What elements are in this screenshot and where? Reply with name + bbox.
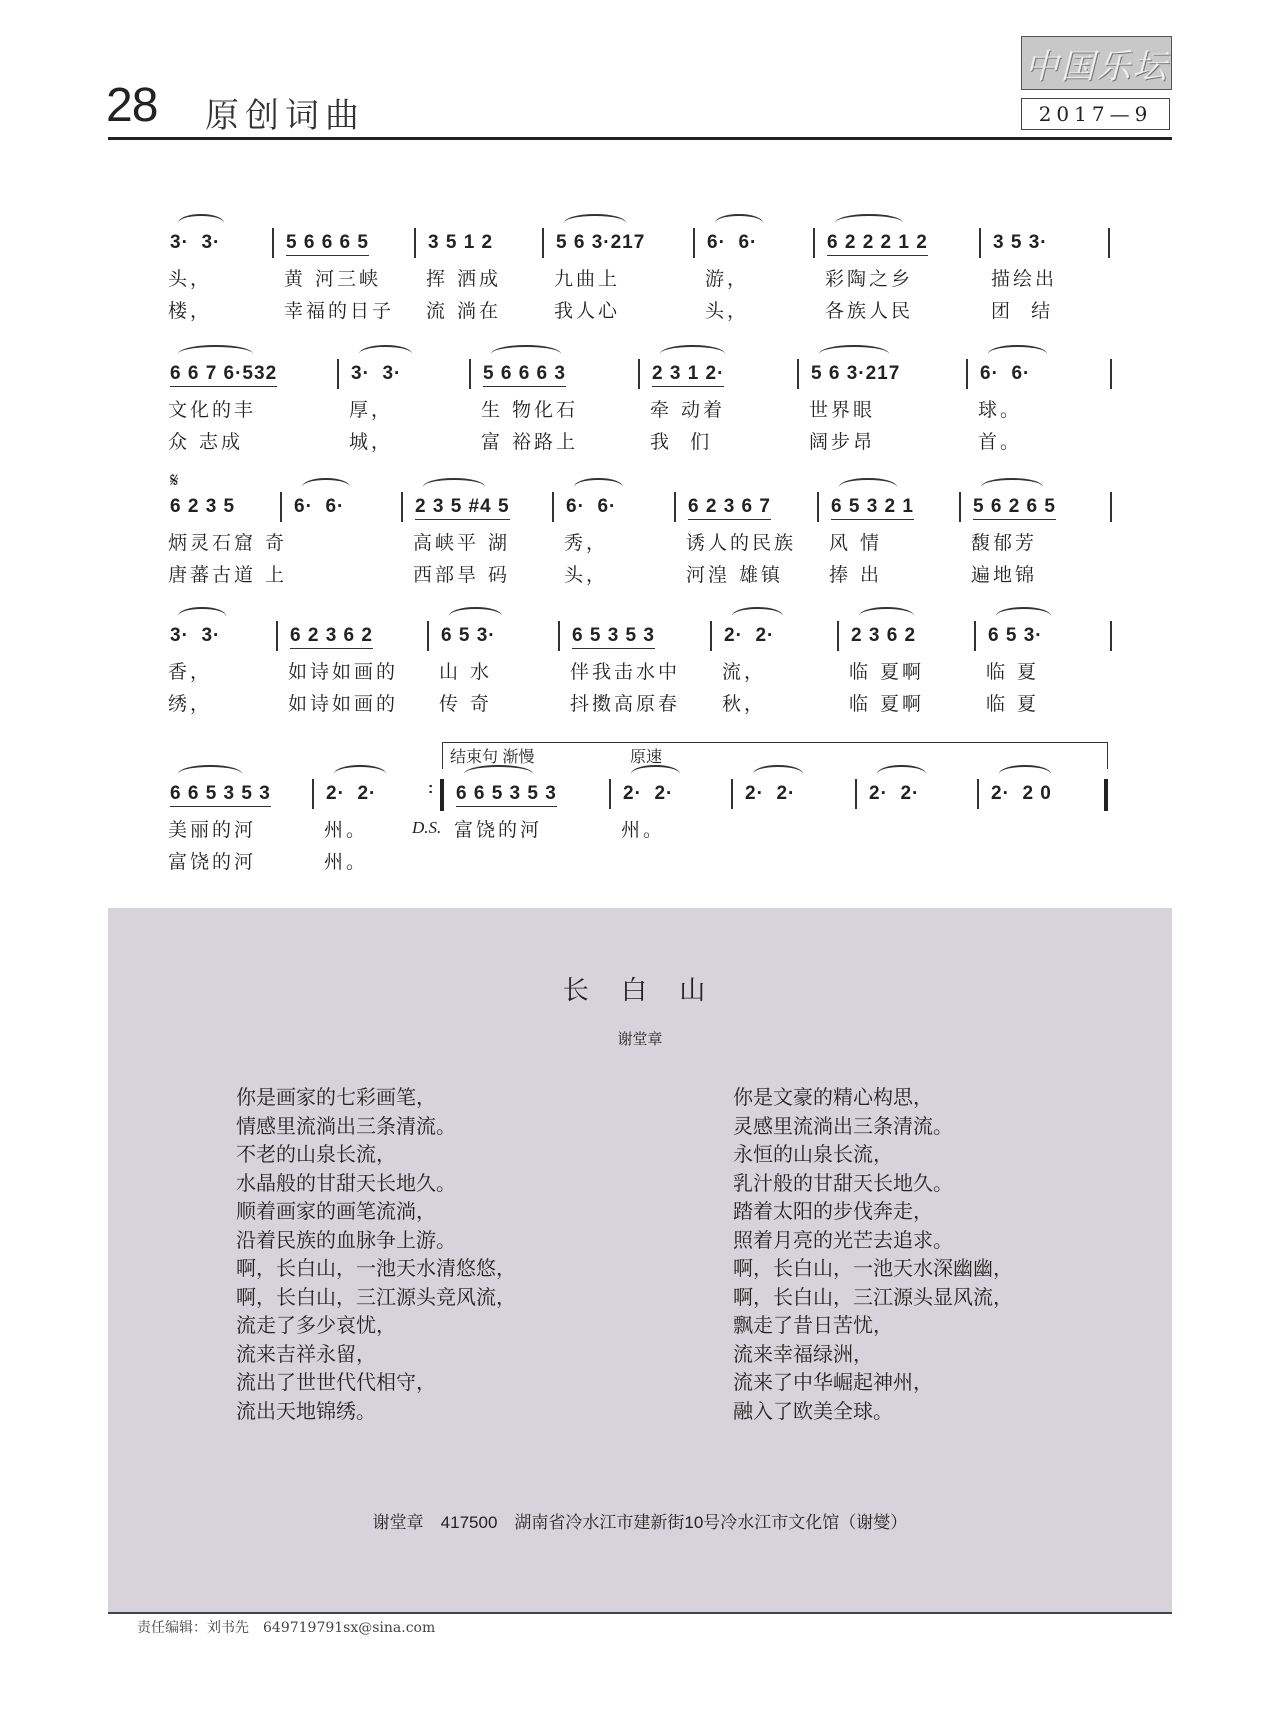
lyric-verse-1: 世界眼: [809, 399, 876, 421]
barline: [797, 359, 799, 389]
barline: [1110, 621, 1112, 651]
barline: [977, 779, 979, 809]
slur-arc: [996, 607, 1051, 625]
barline: [414, 228, 416, 258]
slur-arc: [449, 607, 502, 625]
slur-arc: [981, 478, 1043, 496]
measure-notes: 2· 2·: [869, 783, 920, 804]
lyric-verse-1: 诱人的民族: [686, 532, 797, 554]
lyric-verse-1: 流，: [722, 661, 767, 683]
poem-line: 你是文豪的精心构思，: [733, 1085, 933, 1109]
lyric-verse-2: 楼，: [168, 300, 213, 322]
barline: [966, 359, 968, 389]
lyric-verse-2: 众 志成: [168, 431, 244, 453]
lyric-verse-2: 各族人民: [825, 300, 914, 322]
poem-line: 啊，长白山，三江源头显风流，: [733, 1284, 1013, 1309]
measure-notes: 6 2 3 6 2: [290, 625, 373, 649]
measure-notes: 2· 2 0: [991, 783, 1052, 804]
lyric-verse-2: 抖擞高原春: [570, 693, 681, 715]
lyric-verse-1: 香，: [168, 661, 213, 683]
poem-line: 流来吉祥永留，: [236, 1341, 376, 1366]
lyric-verse-1: 彩陶之乡: [825, 268, 914, 290]
poem-line: 融入了欧美全球。: [733, 1398, 893, 1423]
barline: [974, 621, 976, 651]
lyric-verse-1: 州。: [621, 819, 666, 841]
measure-notes: 6 5 3 5 3: [572, 625, 655, 649]
slur-arc: [491, 345, 561, 363]
barline: [558, 621, 560, 651]
poem-column-2: [733, 1083, 1013, 1425]
barline: [552, 492, 554, 522]
poem-line: 踏着太阳的步伐奔走，: [733, 1199, 933, 1223]
lyric-verse-2: 首。: [978, 431, 1023, 453]
lyric-verse-1: 炳灵石窟 奇: [168, 532, 288, 554]
lyric-verse-1: 描绘出: [991, 268, 1058, 290]
lyric-verse-1: 州。: [324, 819, 369, 841]
slur-arc: [988, 345, 1047, 363]
lyric-verse-1: 馥郁芳: [971, 532, 1038, 554]
slur-arc: [334, 765, 386, 783]
barline: [1110, 492, 1112, 522]
measure-notes: 6· 6·: [707, 232, 758, 253]
slur-arc: [178, 607, 226, 625]
magazine-logo: 中国乐坛: [1021, 36, 1172, 90]
lyric-verse-2: 富饶的河: [168, 851, 257, 873]
barline: [1108, 228, 1110, 258]
measure-notes: 6 5 3·: [988, 625, 1043, 646]
barline: [674, 492, 676, 522]
measure-notes: 3· 3·: [170, 232, 221, 253]
lyric-verse-1: 秀，: [564, 532, 609, 554]
slur-arc: [859, 607, 914, 625]
measure-notes: 6 2 3 6 7: [688, 496, 771, 520]
barline: [1110, 359, 1112, 389]
lyric-verse-1: 高峡平 湖: [413, 532, 511, 554]
measure-notes: 2 3 1 2·: [652, 363, 724, 387]
slur-arc: [732, 607, 783, 625]
lyric-verse-2: 遍地锦: [971, 564, 1038, 586]
lyric-verse-2: 如诗如画的: [288, 693, 399, 715]
poem-line: 流走了多少哀忧，: [236, 1313, 396, 1337]
poem-line: 情感里流淌出三条清流。: [236, 1113, 456, 1138]
lyric-verse-1: 牵 动着: [650, 399, 726, 421]
poem-line: 啊，长白山，一池天水深幽幽，: [733, 1256, 1013, 1280]
tempo-label: 原速: [630, 749, 663, 766]
issue-number: 2017—9: [1021, 98, 1170, 130]
barline: [959, 492, 961, 522]
measure-notes: 6· 6·: [980, 363, 1031, 384]
barline: [280, 492, 282, 522]
lyric-verse-2: 富 裕路上: [481, 431, 579, 453]
repeat-dots: :: [428, 780, 435, 797]
barline: [855, 779, 857, 809]
barline: [609, 779, 611, 809]
measure-notes: 6 6 7 6·532: [170, 363, 277, 387]
ending-bracket: [442, 742, 1108, 769]
lyric-verse-1: 临 夏: [986, 661, 1040, 683]
barline: [272, 228, 274, 258]
barline: [312, 779, 314, 809]
poem-line: 流出天地锦绣。: [236, 1398, 376, 1423]
editor-credit: 责任编辑：刘书先 649719791sx@sina.com: [137, 1620, 436, 1636]
lyric-verse-1: 美丽的河: [168, 819, 257, 841]
slur-arc: [839, 478, 897, 496]
lyric-verse-2: 临 夏: [986, 693, 1040, 715]
lyric-verse-1: 挥 洒成: [426, 268, 502, 290]
barline: [401, 492, 403, 522]
poem-line: 不老的山泉长流，: [236, 1142, 396, 1166]
lyric-verse-1: 游，: [705, 268, 750, 290]
poem-author: 谢堂章: [617, 1031, 663, 1048]
barline: [710, 621, 712, 651]
barline: [979, 228, 981, 258]
barline: [837, 621, 839, 651]
slur-arc: [835, 214, 903, 232]
barline: [427, 621, 429, 651]
lyric-verse-1: 黄 河三峡: [284, 268, 382, 290]
measure-notes: 6· 6·: [294, 496, 345, 517]
barline: [813, 228, 815, 258]
poem-line: 水晶般的甘甜天长地久。: [236, 1170, 456, 1195]
lyric-verse-1: 山 水: [439, 661, 493, 683]
lyric-verse-2: 团 结: [991, 300, 1054, 322]
measure-notes: 5 6 6 6 3: [483, 363, 566, 387]
lyric-verse-1: 九曲上: [554, 268, 621, 290]
poem-line: 灵感里流淌出三条清流。: [733, 1113, 953, 1138]
measure-notes: 5 6 6 6 5: [286, 232, 369, 256]
slur-arc: [302, 478, 350, 496]
measure-notes: 6 2 2 2 1 2: [827, 232, 928, 256]
poem-line: 沿着民族的血脉争上游。: [236, 1227, 456, 1252]
poem-line: 流出了世世代代相守，: [236, 1370, 436, 1394]
lyric-verse-2: 头，: [564, 564, 609, 586]
poem-line: 乳汁般的甘甜天长地久。: [733, 1170, 953, 1195]
measure-notes: 5 6 3·217: [811, 363, 901, 384]
slur-arc: [178, 345, 253, 363]
measure-notes: 6· 6·: [566, 496, 617, 517]
lyric-verse-2: 西部旱 码: [413, 564, 511, 586]
measure-notes: 2· 2·: [745, 783, 796, 804]
poem-line: 啊，长白山，三江源头竞风流，: [236, 1284, 516, 1309]
lyric-verse-1: 临 夏啊: [849, 661, 925, 683]
lyric-verse-1: 文化的丰: [168, 399, 257, 421]
lyric-verse-2: 唐蕃古道 上: [168, 564, 288, 586]
lyric-verse-1: 生 物化石: [481, 399, 579, 421]
lyric-verse-1: 伴我击水中: [570, 661, 681, 683]
repeat-barline: [440, 779, 444, 811]
lyric-verse-2: 绣，: [168, 693, 213, 715]
poem-line: 飘走了昔日苦忧，: [733, 1313, 893, 1337]
author-address: 谢堂章 417500 湖南省冷水江市建新街10号冷水江市文化馆（谢燮）: [372, 1513, 908, 1532]
lyric-verse-2: 传 奇: [439, 693, 493, 715]
measure-notes: 6 6 5 3 5 3: [456, 783, 557, 807]
lyric-verse-2: 秋，: [722, 693, 767, 715]
measure-notes: 5 6 2 6 5: [973, 496, 1056, 520]
page-number: 28: [106, 79, 158, 132]
measure-notes: 6 2 3 5: [170, 496, 236, 517]
ending-label: 结束句 渐慢: [450, 749, 535, 766]
measure-notes: 2 3 5 #4 5: [415, 496, 510, 520]
measure-notes: 3· 3·: [351, 363, 402, 384]
measure-notes: 3· 3·: [170, 625, 221, 646]
lyric-verse-1: 如诗如画的: [288, 661, 399, 683]
poem-title: 长 白 山: [562, 976, 718, 1006]
lyric-verse-1: 富饶的河: [454, 819, 543, 841]
barline: [337, 359, 339, 389]
slur-arc: [715, 214, 763, 232]
poem-line: 流来了中华崛起神州，: [733, 1370, 933, 1394]
measure-notes: 2· 2·: [623, 783, 674, 804]
footer-rule: [108, 1612, 1172, 1614]
barline: [731, 779, 733, 809]
lyric-verse-1: 厚，: [349, 399, 394, 421]
lyric-verse-1: 风 情: [829, 532, 883, 554]
ds-marking: D.S.: [412, 818, 442, 837]
measure-notes: 2· 2·: [326, 783, 377, 804]
lyric-verse-1: 球。: [978, 399, 1023, 421]
lyric-verse-2: 我 们: [650, 431, 713, 453]
lyric-verse-2: 州。: [324, 851, 369, 873]
slur-arc: [423, 478, 485, 496]
lyric-verse-2: 流 淌在: [426, 300, 502, 322]
measure-notes: 6 5 3 2 1: [831, 496, 914, 520]
barline: [276, 621, 278, 651]
lyric-verse-2: 城，: [349, 431, 394, 453]
measure-notes: 3 5 3·: [993, 232, 1048, 253]
poem-line: 你是画家的七彩画笔，: [236, 1085, 436, 1109]
barline: [542, 228, 544, 258]
section-title: 原创词曲: [205, 96, 365, 136]
lyric-verse-1: 头，: [168, 268, 213, 290]
slur-arc: [178, 765, 242, 783]
measure-notes: 6 5 3·: [441, 625, 496, 646]
barline: [693, 228, 695, 258]
measure-notes: 6 6 5 3 5 3: [170, 783, 271, 807]
measure-notes: 3 5 1 2: [428, 232, 494, 253]
poem-line: 顺着画家的画笔流淌，: [236, 1199, 436, 1223]
lyric-verse-2: 河湟 雄镇: [686, 564, 784, 586]
segno-sign: 𝄋: [170, 470, 180, 492]
header-rule: [108, 137, 1172, 140]
poem-line: 照着月亮的光芒去追求。: [733, 1227, 953, 1252]
poem-line: 流来幸福绿洲，: [733, 1341, 873, 1366]
poem-line: 啊，长白山，一池天水清悠悠，: [236, 1256, 516, 1280]
slur-arc: [819, 345, 889, 363]
measure-notes: 2· 2·: [724, 625, 775, 646]
lyric-verse-2: 捧 出: [829, 564, 883, 586]
lyric-verse-2: 幸福的日子: [284, 300, 395, 322]
slur-arc: [660, 345, 725, 363]
slur-arc: [178, 214, 224, 232]
slur-arc: [359, 345, 412, 363]
poem-line: 永恒的山泉长流，: [733, 1142, 893, 1166]
barline: [817, 492, 819, 522]
lyric-verse-2: 阔步昂: [809, 431, 876, 453]
lyric-verse-2: 我人心: [554, 300, 621, 322]
lyric-verse-2: 临 夏啊: [849, 693, 925, 715]
final-barline: [1104, 779, 1108, 811]
measure-notes: 5 6 3·217: [556, 232, 646, 253]
slur-arc: [574, 478, 623, 496]
measure-notes: 2 3 6 2: [851, 625, 917, 646]
barline: [638, 359, 640, 389]
slur-arc: [564, 214, 626, 232]
barline: [469, 359, 471, 389]
poem-column-1: [236, 1083, 516, 1425]
lyric-verse-2: 头，: [705, 300, 750, 322]
